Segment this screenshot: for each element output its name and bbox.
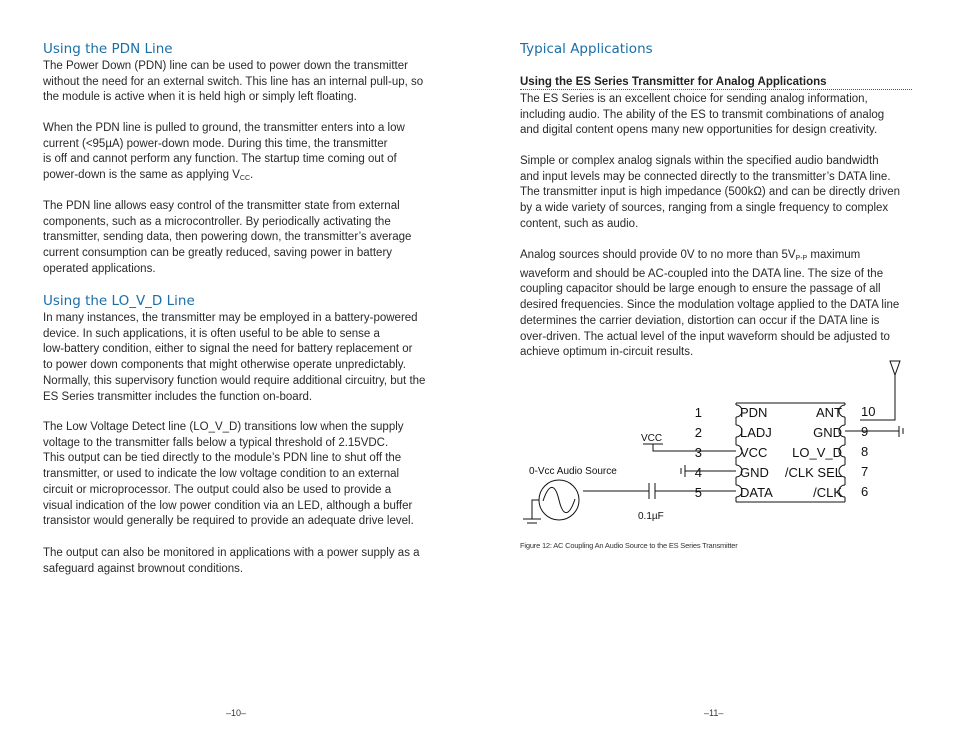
page-number-left: –10– <box>226 708 247 718</box>
analog-applications-subheading: Using the ES Series Transmitter for Analog Applications <box>520 76 912 90</box>
lovd-paragraph-1: In many instances, the transmitter may be employed in a battery-powered device. In such applications, it is often useful to be able to sense a low-battery condition, either to signal the need for battery replacement or to power down components that might otherwise operate unpredictably. Normally, this supervisory function would require additional circuitry, but the ES Series transmitter includes the function on-board. <box>43 312 426 403</box>
pin-name-vcc: VCC <box>740 445 768 460</box>
p-p-subscript: P-P <box>795 255 808 262</box>
pin-number-3: 3 <box>694 445 702 460</box>
vcc-label: VCC <box>641 433 663 444</box>
pdn-paragraph-2: When the PDN line is pulled to ground, the transmitter enters into a low current (<95µA) power-down mode. During this time, the transmitter is off and cannot perform any function. The startup time coming out of power-down is the same as applying $V_{CC}$. <box>43 122 405 183</box>
ground-icon <box>681 465 736 477</box>
vcc-wire <box>643 444 736 451</box>
pin-number-2: 2 <box>694 425 702 440</box>
pin-name-ladj: LADJ <box>740 425 772 440</box>
analog-paragraph-3: Analog sources should provide 0V to no more than $5V_{P-P}$ maximum waveform and should be AC-coupled into the DATA line. The size of the coupling capacitor should be large enough to ensure the passage of all desired frequencies. Since the modulation voltage applied to the DATA line determines the carrier deviation, distortion can occur if the DATA line is over-driven. The actual level of the input waveform should be adjusted to achieve optimum in-circuit results. <box>520 249 900 359</box>
pdn-heading: Using the PDN Line <box>43 41 173 57</box>
ground-icon <box>845 426 903 437</box>
lovd-heading: Using the LO_V_D Line <box>43 293 195 309</box>
vcc-subscript: CC <box>239 175 251 183</box>
pin-number-6: 6 <box>861 484 869 499</box>
pin-number-5: 5 <box>694 485 702 500</box>
pin-name-pdn: PDN <box>740 405 768 420</box>
right-page <box>477 0 954 738</box>
pin-number-8: 8 <box>861 444 869 459</box>
pin-name-clk: /CLK <box>813 485 842 500</box>
analog-paragraph-1: The ES Series is an excellent choice for sending analog information, including audio. The ability of the ES to transmit combinations of analog and digital content opens many new opportunities for design creativity. <box>520 93 885 137</box>
pin-name-lo-v-d: LO_V_D <box>792 445 842 460</box>
pin-name-ant: ANT <box>816 405 842 420</box>
analog-paragraph-2: Simple or complex analog signals within the specified audio bandwidth and input levels may be connected directly to the transmitter’s DATA line. The transmitter input is high impedance (500kΩ) and can be directly driven by a wide variety of sources, ranging from a single frequency to complex content, such as audio. <box>520 155 900 230</box>
pdn-paragraph-3: The PDN line allows easy control of the transmitter state from external components, such as a microcontroller. By periodically activating the transmitter, sending data, then powering down, the transmitter’s average current consumption can be greatly reduced, saving power in battery operated applications. <box>43 200 412 275</box>
pin-name-clk-sel: /CLK SEL <box>784 465 842 480</box>
pin-number-10: 10 <box>861 404 876 419</box>
pin-number-7: 7 <box>861 464 869 479</box>
typical-applications-heading: Typical Applications <box>520 41 653 57</box>
audio-source-label: 0-Vcc Audio Source <box>529 466 617 477</box>
coupling-capacitor <box>583 483 736 499</box>
ground-icon <box>523 500 541 523</box>
pin-number-9: 9 <box>861 424 869 439</box>
pin-name-data: DATA <box>740 485 773 500</box>
pdn-paragraph-1: The Power Down (PDN) line can be used to power down the transmitter without the need for an external switch. This line has an internal pull-up, so the module is active when it is held high or simply left floating. <box>43 60 424 104</box>
pin-name-gnd-right: GND <box>813 425 842 440</box>
lovd-paragraph-2: The Low Voltage Detect line (LO_V_D) transitions low when the supply voltage to the transmitter falls below a typical threshold of 2.15VDC. This output can be tied directly to the module’s PDN line to shut off the transmitter, or used to indicate the low voltage condition to an external circuit or microprocessor. The output could also be used to provide a visual indication of the low power condition via an LED, although a buffer transistor would generally be required to provide an adequate drive level. <box>43 421 414 528</box>
sine-wave-icon <box>543 487 575 512</box>
ac-coupling-schematic <box>477 0 954 738</box>
pin-name-gnd: GND <box>740 465 769 480</box>
figure-caption: Figure 12: AC Coupling An Audio Source to the ES Series Transmitter <box>520 541 738 550</box>
lovd-paragraph-3: The output can also be monitored in applications with a power supply as a safeguard against brownout conditions. <box>43 547 420 575</box>
capacitor-label: 0.1µF <box>638 511 664 522</box>
pin-number-1: 1 <box>694 405 702 420</box>
pin-number-4: 4 <box>694 465 702 480</box>
page-number-right: –11– <box>704 708 724 718</box>
